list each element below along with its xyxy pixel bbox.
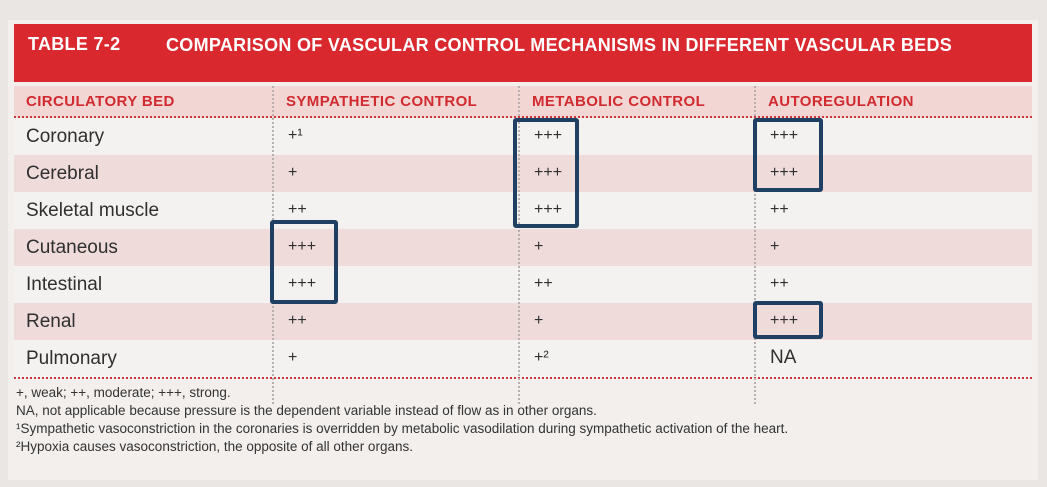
table-title: COMPARISON OF VASCULAR CONTROL MECHANISMS IN DIFFERENT VASCULAR BEDS — [166, 35, 953, 55]
footnote-na: NA, not applicable because pressure is the dependent variable instead of flow as in other organs. — [16, 403, 597, 418]
cell-metabolic: +++ — [534, 164, 563, 181]
highlight-box-autoregulation — [753, 118, 823, 192]
cell-autoregulation: +++ — [770, 312, 799, 329]
cell-metabolic: + — [534, 238, 544, 255]
table-row — [14, 303, 1032, 342]
header-sympathetic-control: SYMPATHETIC CONTROL — [286, 93, 478, 110]
cell-sympathetic: +¹ — [288, 127, 303, 144]
cell-autoregulation: NA — [770, 347, 797, 368]
cell-sympathetic: ++ — [288, 312, 307, 329]
table-footnotes — [16, 384, 1026, 456]
cell-autoregulation: ++ — [770, 275, 789, 292]
cell-sympathetic: + — [288, 349, 298, 366]
highlight-box-renal — [753, 301, 823, 339]
cell-metabolic: +++ — [534, 201, 563, 218]
table-row — [14, 229, 1032, 268]
cell-metabolic: +² — [534, 349, 549, 366]
header-circulatory-bed: CIRCULATORY BED — [26, 93, 175, 110]
cell-sympathetic: +++ — [288, 238, 317, 255]
footnote-2: ²Hypoxia causes vasoconstriction, the opposite of all other organs. — [16, 439, 413, 454]
table-title-bar — [14, 24, 1032, 82]
cell-bed: Skeletal muscle — [26, 200, 160, 221]
cell-sympathetic: ++ — [288, 201, 307, 218]
footnote-1: ¹Sympathetic vasoconstriction in the coronaries is overridden by metabolic vasodilation during sympathetic activation of the heart. — [16, 421, 789, 436]
cell-sympathetic: +++ — [288, 275, 317, 292]
table-number: TABLE 7-2 — [28, 34, 121, 54]
cell-bed: Cutaneous — [26, 237, 118, 258]
footnote-legend: +, weak; ++, moderate; +++, strong. — [16, 385, 231, 400]
table-page — [8, 20, 1038, 480]
table-header-row — [14, 86, 1032, 118]
cell-metabolic: +++ — [534, 127, 563, 144]
cell-metabolic: + — [534, 312, 544, 329]
cell-autoregulation: +++ — [770, 127, 799, 144]
cell-bed: Cerebral — [26, 163, 99, 184]
header-autoregulation: AUTOREGULATION — [768, 93, 914, 110]
cell-metabolic: ++ — [534, 275, 553, 292]
cell-bed: Pulmonary — [26, 348, 117, 369]
highlight-box-metabolic — [513, 118, 579, 228]
table-row — [14, 266, 1032, 305]
header-metabolic-control: METABOLIC CONTROL — [532, 93, 706, 110]
cell-autoregulation: + — [770, 238, 780, 255]
cell-bed: Coronary — [26, 126, 105, 147]
cell-sympathetic: + — [288, 164, 298, 181]
highlight-box-sympathetic — [270, 220, 338, 304]
cell-autoregulation: ++ — [770, 201, 789, 218]
table-row — [14, 340, 1032, 379]
cell-bed: Renal — [26, 311, 76, 332]
cell-autoregulation: +++ — [770, 164, 799, 181]
cell-bed: Intestinal — [26, 274, 103, 295]
